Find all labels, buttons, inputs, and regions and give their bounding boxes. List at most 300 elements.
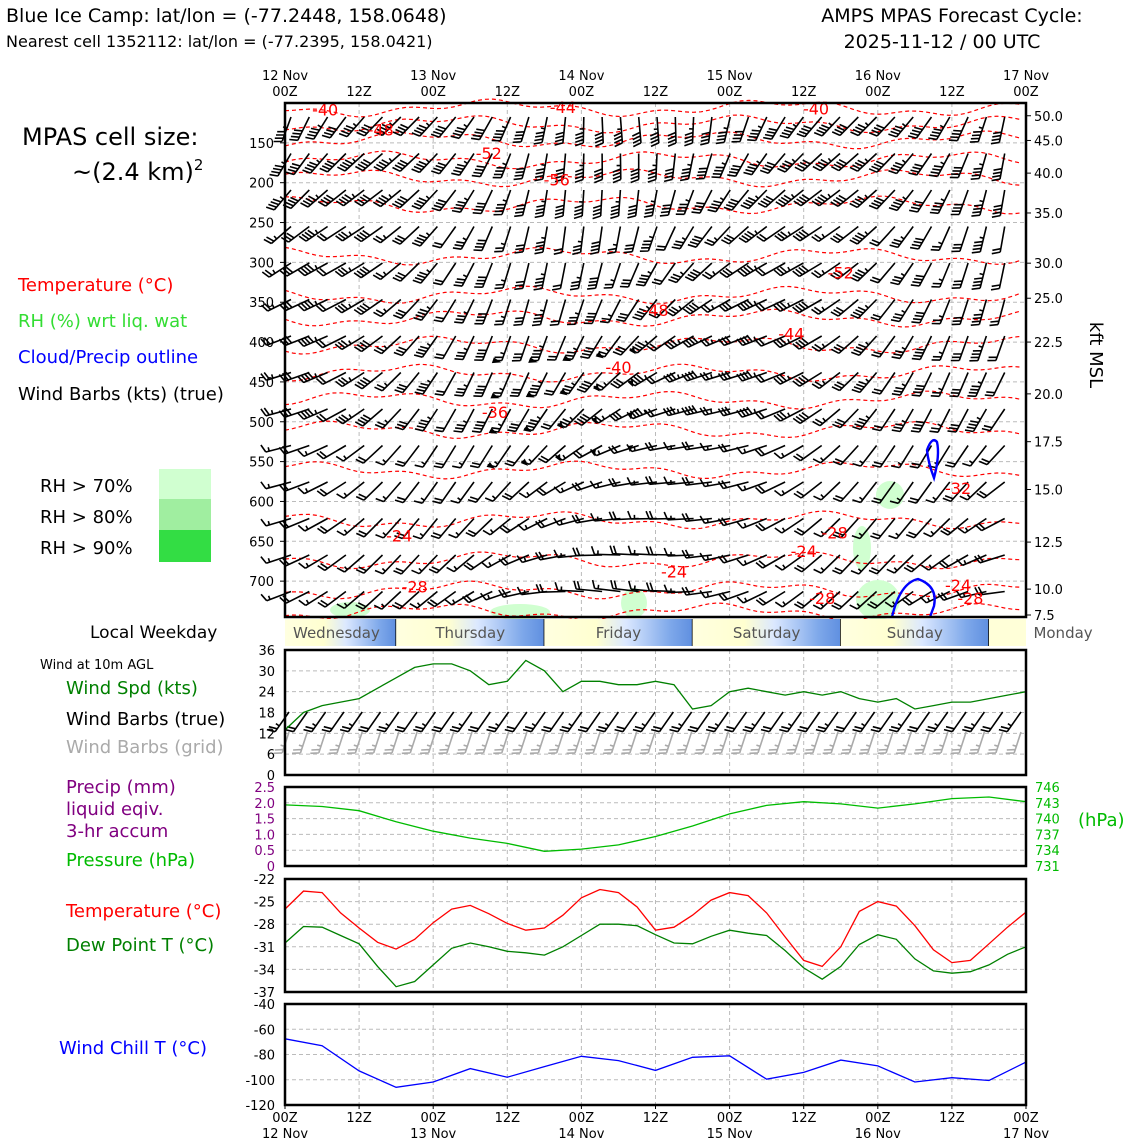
true-wind-barb — [724, 712, 746, 732]
upper-wind-barb-shaft — [774, 263, 803, 276]
upper-wind-barb — [494, 190, 511, 215]
grid-wind-barb — [713, 732, 728, 753]
upper-wind-barb-shaft — [433, 263, 456, 285]
upper-wind-barb — [911, 263, 932, 286]
upper-wind-barb-shaft — [317, 300, 346, 312]
true-wind-barb-shaft — [834, 712, 856, 732]
upper-wind-barb — [892, 336, 914, 358]
temperature-panel — [254, 873, 1026, 1001]
upper-wind-barb — [972, 227, 987, 253]
upper-wind-barb — [607, 227, 620, 254]
upper-wind-barb — [454, 373, 474, 396]
bottom-hour-label: 12Z — [642, 1111, 669, 1126]
upper-wind-barb-shaft — [891, 300, 913, 322]
grid-wind-barb — [475, 732, 490, 753]
nearest-cell-subtitle: Nearest cell 1352112: lat/lon = (-77.2395, 158.0421) — [6, 32, 433, 51]
grid-wind-barb — [987, 732, 1002, 753]
upper-wind-barb — [716, 117, 730, 143]
upper-wind-barb-shaft — [451, 154, 474, 176]
upper-wind-barb-shaft — [471, 117, 492, 140]
top-hour-label: 12Z — [346, 85, 372, 100]
grid-wind-barb — [438, 732, 453, 753]
upper-wind-barb — [627, 190, 638, 218]
true-wind-barb-shaft — [596, 712, 618, 732]
bottom-hour-label: 00Z — [1013, 1111, 1039, 1126]
upper-wind-barb — [317, 482, 346, 496]
upper-wind-barb-shaft — [474, 336, 492, 360]
upper-wind-barb-shaft — [415, 373, 438, 395]
upper-wind-barb-shaft — [374, 154, 401, 171]
legend-rh: RH (%) wrt liq. wat — [18, 311, 188, 332]
upper-wind-barb — [453, 227, 474, 250]
upper-wind-barb — [454, 409, 475, 432]
altitude-tick-label: 25.0 — [1034, 292, 1063, 308]
upper-wind-barb-shaft — [812, 300, 841, 315]
temperature-contour-label: -52 — [475, 144, 502, 164]
upper-wind-barb-shaft — [527, 373, 547, 396]
upper-wind-barb-shaft — [318, 519, 346, 534]
upper-wind-barb-shaft — [985, 373, 1005, 396]
legend-rh80-label: RH > 80% — [40, 507, 133, 528]
upper-wind-barb-shaft — [890, 227, 914, 248]
temperature-contour-label: -36 — [481, 403, 509, 423]
upper-wind-barb — [696, 154, 712, 179]
upper-wind-barb — [676, 190, 694, 214]
upper-wind-barb — [452, 446, 474, 468]
grid-wind-barb-shaft — [530, 732, 545, 753]
temperature-contour-line — [285, 421, 1021, 438]
weekday-name: Thursday — [435, 624, 506, 642]
upper-wind-barb — [892, 409, 913, 432]
upper-wind-barb-shaft — [911, 409, 932, 432]
altitude-axis-title: kft MSL — [1085, 321, 1106, 389]
grid-wind-barb — [384, 732, 399, 753]
true-wind-barb — [322, 712, 344, 732]
true-wind-barb — [834, 712, 856, 732]
upper-wind-barb-shaft — [872, 373, 895, 395]
pressure-tick-label: 350 — [249, 296, 274, 312]
upper-wind-barb-shaft — [454, 263, 474, 286]
upper-wind-barb-shaft — [494, 227, 510, 252]
legend-rh90-label: RH > 90% — [40, 538, 133, 559]
upper-wind-barb-shaft — [298, 263, 327, 276]
upper-wind-barb — [594, 154, 602, 183]
upper-wind-barb-shaft — [554, 227, 566, 255]
temperature-contour-label: -32 — [945, 478, 972, 498]
true-wind-barb-shaft — [487, 712, 509, 732]
bottom-hour-label: 12Z — [939, 1111, 965, 1126]
upper-wind-barb — [587, 263, 602, 289]
altitude-tick-label: 12.5 — [1034, 536, 1063, 552]
weekday-name: Friday — [595, 624, 642, 642]
true-wind-barb — [377, 712, 399, 732]
upper-wind-barb-shaft — [575, 117, 584, 146]
upper-wind-barb-shaft — [512, 336, 529, 361]
true-wind-barb — [798, 712, 820, 732]
grid-wind-barb-shaft — [512, 732, 527, 753]
pressure-tick-label: 734 — [1035, 844, 1060, 860]
grid-wind-barb — [1006, 732, 1021, 753]
upper-wind-barb-flag — [487, 462, 495, 469]
grid-wind-barb — [804, 732, 819, 753]
grid-wind-barb — [512, 732, 527, 753]
upper-wind-barb — [931, 373, 950, 397]
true-wind-barb — [853, 712, 875, 732]
upper-wind-barb — [891, 300, 913, 322]
grid-wind-barb-shaft — [713, 732, 728, 753]
temperature-contour-label: -48 — [642, 301, 669, 321]
upper-wind-barb — [514, 263, 529, 289]
true-wind-barb-shaft — [853, 712, 875, 732]
grid-wind-barb-shaft — [292, 732, 307, 753]
bottom-hour-label: 00Z — [420, 1111, 446, 1126]
upper-wind-barb — [435, 373, 456, 396]
upper-wind-barb — [610, 190, 620, 218]
upper-wind-barb-shaft — [474, 227, 493, 251]
upper-wind-barb — [971, 190, 986, 216]
upper-wind-barb-shaft — [434, 446, 456, 468]
y-tick-label: 0 — [266, 860, 275, 875]
upper-wind-barb — [535, 190, 548, 217]
upper-wind-barb-shaft — [473, 373, 492, 397]
altitude-tick-label: 7.5 — [1034, 609, 1055, 624]
true-wind-barb — [432, 712, 454, 732]
true-wind-barb-shaft — [706, 712, 728, 732]
upper-wind-barb — [793, 263, 822, 276]
altitude-tick-label: 40.0 — [1034, 167, 1063, 183]
upper-wind-barb-shaft — [474, 263, 492, 287]
y-tick-label: -37 — [253, 986, 275, 1001]
upper-wind-barb — [528, 336, 547, 363]
upper-wind-barb-shaft — [604, 263, 621, 288]
true-wind-barb-shaft — [944, 712, 966, 732]
upper-wind-barb-shaft — [712, 154, 731, 178]
pressure-tick-label: 700 — [249, 575, 274, 591]
upper-wind-barb-shaft — [550, 300, 566, 326]
true-wind-barb-shaft — [413, 712, 435, 732]
top-hour-label: 00Z — [716, 85, 743, 100]
true-wind-barb — [596, 712, 618, 732]
upper-wind-barb-shaft — [832, 592, 859, 610]
upper-wind-barb-shaft — [452, 446, 474, 468]
rh-70-region — [876, 481, 904, 509]
upper-wind-barb-shaft — [871, 336, 895, 357]
upper-wind-barb-shaft — [535, 227, 548, 254]
upper-wind-barb-shaft — [793, 300, 822, 313]
top-hour-label: 12Z — [642, 85, 669, 100]
true-wind-barb — [413, 712, 435, 732]
grid-wind-barb-shaft — [621, 732, 636, 753]
upper-wind-barb-shaft — [335, 336, 364, 349]
upper-wind-barb-shaft — [354, 263, 382, 278]
upper-wind-barb-shaft — [453, 227, 474, 250]
upper-wind-barb-shaft — [892, 373, 913, 396]
cloud-outline-upper — [927, 440, 938, 478]
upper-wind-barb — [434, 446, 456, 468]
bottom-date-label: 17 Nov — [1002, 1127, 1050, 1140]
upper-wind-barb — [756, 592, 785, 606]
upper-wind-barb-shaft — [590, 227, 602, 255]
upper-wind-barb-shaft — [951, 227, 968, 252]
true-wind-barb — [999, 712, 1021, 732]
upper-wind-barb — [756, 263, 785, 276]
upper-wind-barb-shaft — [932, 336, 950, 360]
grid-wind-barb — [347, 732, 362, 753]
upper-wind-barb-shaft — [971, 190, 986, 216]
upper-wind-barb — [495, 263, 511, 288]
forecast-cycle-date: 2025-11-12 / 00 UTC — [843, 31, 1041, 53]
upper-wind-barb — [299, 227, 328, 242]
upper-wind-barb — [454, 300, 474, 323]
true-wind-barb-shaft — [688, 712, 710, 732]
altitude-tick-label: 30.0 — [1034, 257, 1063, 273]
upper-wind-barb-shaft — [414, 336, 437, 357]
upper-wind-barb — [684, 117, 693, 146]
legend-cloud: Cloud/Precip outline — [18, 347, 199, 368]
y-tick-label: 18 — [258, 706, 275, 722]
altitude-tick-label: 17.5 — [1034, 435, 1063, 451]
upper-wind-barb — [432, 227, 455, 248]
true-wind-barb — [962, 712, 984, 732]
upper-wind-barb — [555, 190, 566, 218]
upper-wind-barb-shaft — [434, 409, 455, 432]
top-date-label: 13 Nov — [410, 69, 457, 84]
top-date-label: 16 Nov — [854, 69, 901, 84]
grid-wind-barb-shaft — [750, 732, 765, 753]
grid-wind-barb-shaft — [347, 732, 362, 753]
upper-wind-barb-shaft — [939, 555, 968, 568]
grid-wind-barb-shaft — [640, 732, 655, 753]
legend-rh70-swatch — [159, 469, 211, 499]
grid-wind-barb — [658, 732, 673, 753]
bottom-date-label: 12 Nov — [261, 1127, 309, 1140]
upper-wind-barb — [872, 446, 895, 468]
upper-wind-barb-shaft — [432, 227, 455, 248]
upper-wind-barb — [452, 190, 474, 212]
upper-wind-barb-shaft — [793, 227, 822, 241]
upper-wind-barb — [317, 446, 346, 459]
grid-wind-barb-shaft — [658, 732, 673, 753]
upper-wind-barb — [415, 409, 437, 431]
wind-chill-panel — [245, 998, 1026, 1114]
upper-wind-barb-shaft — [775, 227, 804, 241]
wind-barbs-grid-label: Wind Barbs (grid) — [66, 737, 224, 758]
upper-wind-barb-shaft — [435, 373, 456, 396]
y-tick-label: 1.5 — [254, 812, 275, 828]
grid-wind-barb-shaft — [329, 732, 344, 753]
upper-wind-barb — [939, 555, 968, 568]
upper-wind-barb-shaft — [892, 336, 914, 358]
top-hour-label: 00Z — [272, 85, 298, 100]
grid-wind-barb — [365, 732, 380, 753]
upper-wind-barb-shaft — [532, 300, 547, 326]
upper-wind-barb-shaft — [890, 263, 913, 285]
upper-wind-barb — [356, 592, 383, 610]
upper-wind-barb — [632, 117, 641, 147]
upper-wind-barb — [455, 336, 475, 360]
altitude-tick-label: 45.0 — [1034, 134, 1063, 150]
grid-wind-barb — [823, 732, 838, 753]
upper-wind-barb — [513, 117, 529, 142]
upper-wind-barb — [547, 336, 566, 360]
precip-label-3: 3-hr accum — [66, 821, 169, 842]
upper-wind-barb-shaft — [607, 227, 620, 254]
upper-wind-barb — [712, 154, 731, 178]
upper-wind-barb-shaft — [738, 263, 767, 276]
upper-wind-barb-shaft — [991, 117, 1005, 144]
temperature-contour-line — [285, 169, 1021, 187]
grid-wind-barb-shaft — [1006, 732, 1021, 753]
true-wind-barb — [779, 712, 801, 732]
precip-label-2: liquid eqiv. — [66, 799, 164, 820]
grid-wind-barb-shaft — [951, 732, 966, 753]
upper-wind-barb — [415, 373, 438, 395]
upper-wind-barb-shaft — [660, 190, 675, 216]
upper-wind-barb-shaft — [794, 446, 822, 461]
upper-wind-barb — [298, 300, 328, 311]
grid-wind-barb-shaft — [310, 732, 325, 753]
upper-wind-barb-shaft — [298, 336, 328, 346]
cell-size-value: ~(2.4 km)$^2$ — [72, 156, 204, 186]
true-wind-barb — [743, 712, 765, 732]
grid-wind-barb-shaft — [768, 732, 783, 753]
upper-wind-barb-shaft — [627, 190, 638, 218]
y-tick-label: 2.5 — [254, 781, 275, 796]
upper-wind-barb-shaft — [812, 336, 840, 351]
upper-wind-barb — [775, 227, 804, 241]
upper-wind-barb — [514, 154, 529, 180]
true-wind-barb — [889, 712, 911, 732]
upper-wind-barb-shaft — [317, 263, 346, 276]
pressure-tick-label: 500 — [249, 415, 274, 431]
temperature-contour-label: -40 — [802, 99, 830, 119]
upper-wind-barb-shaft — [931, 263, 949, 287]
upper-wind-barb-shaft — [910, 227, 931, 250]
upper-wind-barb — [474, 336, 492, 360]
upper-wind-barb-shaft — [317, 446, 346, 459]
upper-wind-barb — [910, 227, 931, 250]
upper-wind-barb-shaft — [593, 190, 602, 219]
upper-wind-barb — [831, 227, 859, 243]
upper-wind-barb — [584, 300, 602, 324]
upper-wind-barb-shaft — [624, 227, 639, 253]
upper-wind-barb — [354, 263, 382, 278]
precip-pressure-panel — [254, 781, 1060, 875]
upper-wind-barb-shaft — [930, 190, 950, 213]
altitude-tick-label: 10.0 — [1034, 583, 1063, 599]
upper-wind-barb — [738, 263, 767, 276]
upper-wind-barb-shaft — [547, 336, 566, 360]
upper-wind-barb-shaft — [373, 263, 401, 279]
grid-wind-barb — [969, 732, 984, 753]
true-wind-barb-shaft — [615, 712, 637, 732]
upper-wind-barb — [812, 227, 840, 242]
pressure-tick-label: 550 — [249, 455, 274, 471]
upper-wind-barb-shaft — [584, 300, 602, 324]
cell-size-label: MPAS cell size: — [22, 123, 199, 151]
y-tick-label: -80 — [253, 1048, 275, 1064]
upper-wind-barb-shaft — [911, 263, 932, 286]
upper-wind-barb — [872, 409, 895, 431]
pressure-label: Pressure (hPa) — [66, 850, 196, 871]
upper-wind-barb — [831, 154, 858, 171]
upper-wind-barb-shaft — [992, 154, 1005, 181]
upper-wind-barb-shaft — [969, 336, 986, 361]
true-wind-barb — [560, 712, 582, 732]
altitude-axis — [1026, 110, 1063, 624]
y-tick-label: -40 — [253, 998, 275, 1013]
temperature-contour-label: -40 — [312, 100, 339, 120]
upper-wind-barb-shaft — [832, 117, 858, 135]
grid-wind-barb — [402, 732, 417, 753]
upper-wind-barb-shaft — [530, 336, 547, 361]
upper-wind-barb-shaft — [474, 300, 492, 324]
upper-wind-barb — [991, 263, 1005, 290]
grid-wind-barb — [676, 732, 691, 753]
upper-wind-barb — [991, 117, 1005, 144]
upper-wind-barb-shaft — [948, 409, 969, 432]
upper-wind-barb-shaft — [574, 190, 584, 218]
grid-wind-barb-shaft — [585, 732, 600, 753]
upper-wind-barb — [648, 154, 657, 183]
y-tick-label: 2.0 — [254, 796, 275, 812]
grid-wind-barb-shaft — [859, 732, 874, 753]
upper-wind-barb-shaft — [514, 154, 529, 180]
altitude-tick-label: 15.0 — [1034, 483, 1063, 499]
top-date-label: 12 Nov — [261, 69, 309, 84]
upper-wind-barb — [473, 190, 493, 214]
upper-wind-barb — [650, 117, 659, 146]
true-wind-barb-shaft — [962, 712, 984, 732]
station-title: Blue Ice Camp: lat/lon = (-77.2448, 158.0648) — [6, 5, 447, 27]
pressure-tick-label: 740 — [1035, 812, 1060, 828]
upper-wind-barb — [812, 300, 841, 315]
grid-wind-barb-shaft — [878, 732, 893, 753]
upper-wind-barb — [574, 190, 584, 218]
upper-wind-barb — [572, 227, 584, 255]
pressure-tick-label: 250 — [249, 216, 274, 232]
upper-wind-barb-shaft — [775, 519, 804, 534]
true-wind-barb-shaft — [889, 712, 911, 732]
upper-wind-barb-shaft — [668, 117, 676, 146]
true-wind-barb — [285, 712, 307, 732]
upper-wind-barb — [985, 373, 1005, 396]
upper-wind-barb-shaft — [473, 190, 493, 214]
pressure-tick-label: 737 — [1035, 828, 1060, 844]
upper-wind-barb-shaft — [572, 227, 584, 255]
upper-wind-barb — [640, 227, 657, 252]
upper-wind-barb — [793, 300, 822, 313]
bottom-hour-label: 00Z — [272, 1111, 298, 1126]
true-wind-barb — [505, 712, 527, 732]
upper-wind-barb — [552, 263, 565, 290]
y-tick-label: -22 — [253, 873, 275, 888]
upper-wind-barb-shaft — [594, 154, 602, 183]
wind-panel — [258, 644, 1026, 784]
grid-wind-barb — [530, 732, 545, 753]
upper-wind-barb-shaft — [610, 190, 620, 218]
upper-wind-barb-shaft — [493, 336, 510, 361]
bottom-date-label: 15 Nov — [706, 1127, 753, 1140]
upper-wind-barb-shaft — [972, 227, 987, 253]
upper-wind-barb-shaft — [573, 446, 602, 459]
upper-wind-barb — [471, 117, 492, 140]
dew-point-label: Dew Point T (°C) — [66, 935, 215, 956]
legend-barbs: Wind Barbs (kts) (true) — [18, 384, 224, 405]
upper-wind-barb — [794, 446, 822, 461]
upper-wind-barb — [774, 300, 804, 312]
true-wind-barb — [487, 712, 509, 732]
